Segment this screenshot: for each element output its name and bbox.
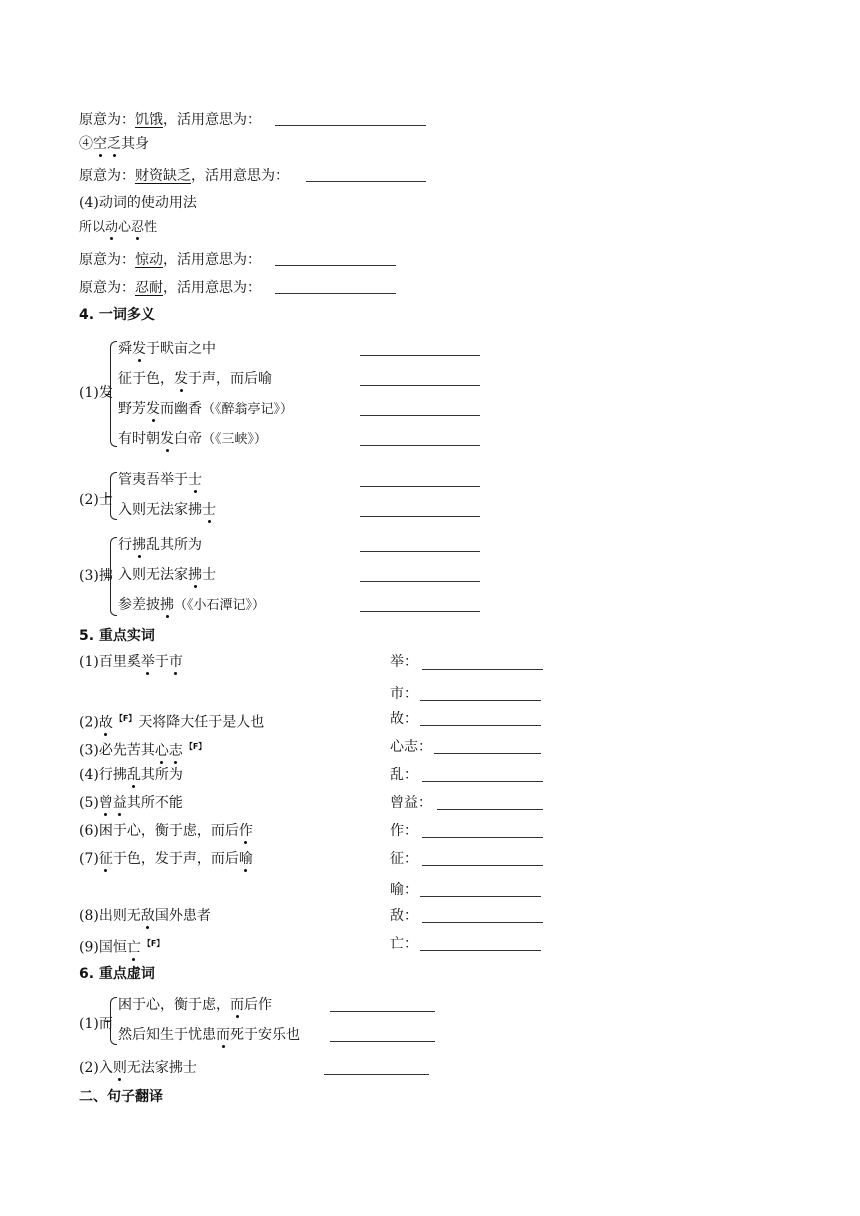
answer-label: 心志： [390,739,432,755]
brace [110,472,117,520]
answer-blank[interactable] [360,581,480,582]
answer-blank[interactable] [360,385,480,386]
answer-label: 故： [390,711,418,727]
answer-label: 敌： [390,908,418,924]
answer-blank[interactable] [275,293,396,294]
answer-blank[interactable] [422,781,543,782]
meaning-line-hunger: 原意为：饥饿，活用意思为： [79,112,261,128]
original-meaning: 惊动 [135,252,163,268]
answer-label: 亡： [390,936,418,952]
answer-blank[interactable] [420,950,541,951]
list-item: 入则无法家拂士 [118,567,216,583]
answer-blank[interactable] [275,125,426,126]
group-label: (1)而 [79,1016,113,1032]
list-item: 管夷吾举于士 [118,472,202,488]
answer-label: 作： [390,823,418,839]
answer-blank[interactable] [324,1074,429,1075]
answer-blank[interactable] [422,922,543,923]
answer-label: 喻： [390,882,418,898]
section-title: 6. 重点虚词 [79,966,155,982]
list-item: 野芳发而幽香（《醉翁亭记》） [118,401,294,417]
example-phrase: 所以动心忍性 [79,220,158,235]
list-item: 然后知生于忧患而死于安乐也 [118,1027,300,1043]
answer-label: 市： [390,686,418,702]
list-item: (1)百里奚举于市 [79,654,183,670]
list-item: 舜发于畎亩之中 [118,341,216,357]
list-item: (5)曾益其所不能 [79,795,183,811]
answer-label: 举： [390,654,418,670]
list-item: (4)行拂乱其所为 [79,767,183,783]
answer-blank[interactable] [422,865,543,866]
list-item: 征于色，发于声，而后喻 [118,371,272,387]
answer-blank[interactable] [420,725,541,726]
answer-blank[interactable] [330,1011,435,1012]
group-label: (1)发 [79,385,113,401]
answer-label: 乱： [390,767,418,783]
answer-blank[interactable] [360,415,480,416]
answer-blank[interactable] [422,669,543,670]
meaning-line-lack: 原意为：财资缺乏，活用意思为： [79,168,289,184]
list-item: 有时朝发白帝（《三峡》） [118,431,268,447]
answer-blank[interactable] [360,551,480,552]
original-meaning: 忍耐 [135,280,163,296]
list-item: (9)国恒亡 $^{【F】}$ [79,939,165,956]
original-meaning: 饥饿 [135,112,163,128]
answer-blank[interactable] [437,809,543,810]
group-label: (3)拂 [79,568,113,584]
answer-blank[interactable] [275,265,396,266]
answer-blank[interactable] [360,445,480,446]
part-title: 二、句子翻译 [79,1089,163,1105]
brace [110,341,117,447]
section-title: 5. 重点实词 [79,628,155,644]
example-phrase: ④空乏其身 [79,136,149,152]
meaning-line-startle: 原意为：惊动，活用意思为： [79,252,261,268]
answer-blank[interactable] [330,1041,435,1042]
brace [110,537,117,616]
list-item: 参差披拂（《小石潭记》） [118,597,266,613]
answer-label: 曾益： [390,795,432,811]
answer-blank[interactable] [360,486,480,487]
list-item: 行拂乱其所为 [118,537,202,553]
original-meaning: 财资缺乏 [135,168,191,184]
answer-blank[interactable] [360,516,480,517]
answer-blank[interactable] [422,837,543,838]
answer-blank[interactable] [434,753,541,754]
answer-blank[interactable] [306,181,426,182]
answer-blank[interactable] [420,700,541,701]
brace [110,997,117,1045]
answer-blank[interactable] [420,896,541,897]
answer-blank[interactable] [360,355,480,356]
list-item: (3)必先苦其心志 $^{【F】}$ [79,742,207,759]
answer-blank[interactable] [360,611,480,612]
section-title: 4. 一词多义 [79,307,155,323]
list-item: (7)征于色，发于声，而后喻 [79,851,253,867]
list-item: (2)入则无法家拂士 [79,1060,197,1076]
answer-label: 征： [390,851,418,867]
meaning-line-endure: 原意为：忍耐，活用意思为： [79,280,261,296]
group-label: (2)士 [79,492,113,508]
list-item: (8)出则无敌国外患者 [79,908,211,924]
list-item: 入则无法家拂士 [118,502,216,518]
list-item: (6)困于心，衡于虑，而后作 [79,823,253,839]
subheading: (4)动词的使动用法 [79,195,197,211]
list-item: (2)故 $^{【F】}$ 天将降大任于是人也 [79,714,265,731]
list-item: 困于心，衡于虑，而后作 [118,997,272,1013]
